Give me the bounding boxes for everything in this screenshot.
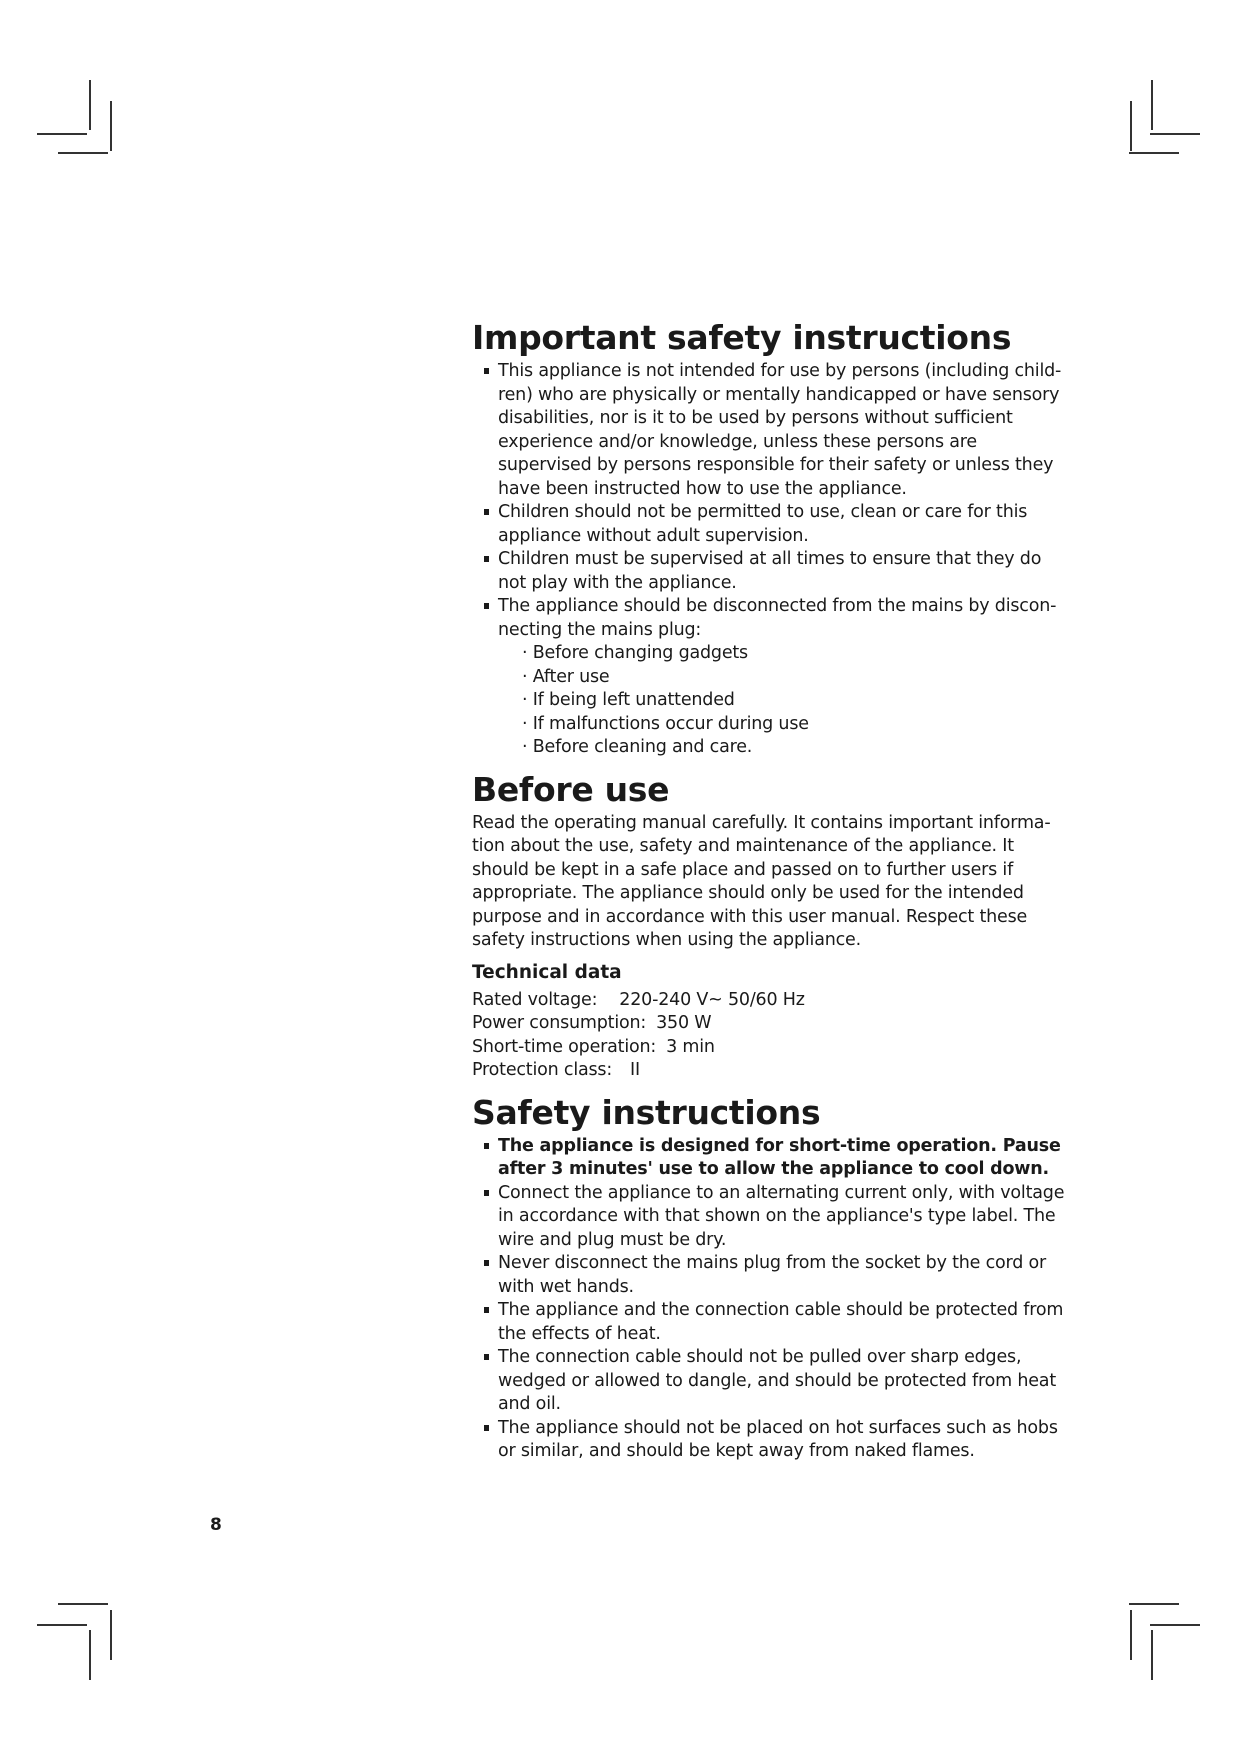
bullet-icon — [484, 368, 489, 374]
important-safety-list — [472, 360, 1072, 760]
crop-mark — [1150, 133, 1200, 135]
list-item: Never disconnect the mains plug from the socket by the cord or with wet hands. — [484, 1252, 1072, 1299]
crop-mark — [110, 101, 112, 151]
crop-mark — [1151, 1630, 1153, 1680]
crop-mark — [1130, 101, 1132, 151]
bullet-icon — [484, 1425, 489, 1431]
sub-list-item: · After use — [522, 666, 610, 687]
crop-mark — [1151, 80, 1153, 130]
spec-row-protection-class: Protection class: II — [472, 1060, 640, 1080]
bullet-icon — [484, 1143, 489, 1149]
list-item: Children must be supervised at all times to ensure that they do not play with the appliance. — [484, 548, 1072, 595]
crop-mark — [58, 1603, 108, 1605]
list-item: The connection cable should not be pulled over sharp edges, wedged or allowed to dangle, and should be protected from heat and oil. — [484, 1346, 1072, 1417]
crop-mark — [1150, 1624, 1200, 1626]
crop-mark — [110, 1610, 112, 1660]
crop-mark — [1129, 152, 1179, 154]
sub-list-item: · If being left unattended — [522, 690, 735, 710]
disconnect-conditions-list — [498, 642, 1072, 760]
spec-row-rated-voltage: Rated voltage: 220-240 V~ 50/60 Hz — [472, 989, 805, 1010]
crop-mark — [1130, 1610, 1132, 1660]
crop-mark — [37, 133, 87, 135]
bullet-icon — [484, 1354, 489, 1360]
list-item: Children should not be permitted to use, clean or care for this appliance without adult supervision. — [484, 501, 1072, 548]
technical-data-table — [472, 989, 1072, 1083]
list-item: This appliance is not intended for use by persons (including child-ren) who are physically or mentally handicapped or have sensory disabilities, nor is it to be used by persons without sufficient experience and/or knowledge, unless these persons are supervised by persons responsible for their safety or unless they have been instructed how to use the appliance. — [484, 360, 1072, 501]
bullet-icon — [484, 1190, 489, 1196]
spec-row-short-time-operation: Short-time operation: 3 min — [472, 1036, 715, 1057]
before-use-paragraph: Read the operating manual carefully. It contains important informa-tion about the use, safety and maintenance of the appliance. It should be kept in a safe place and passed on to further users if appropriate. The appliance should only be used for the intended purpose and in accordance with this user manual. Respect these safety instructions when using the appliance. — [472, 812, 1051, 950]
important-safety-title: Important safety instructions — [472, 318, 1012, 357]
safety-instructions-list — [472, 1135, 1072, 1464]
spec-row-power-consumption: Power consumption: 350 W — [472, 1013, 712, 1033]
list-item: Connect the appliance to an alternating current only, with voltage in accordance with that shown on the appliance's type label. The wire and plug must be dry. — [484, 1182, 1072, 1253]
bullet-icon — [484, 509, 489, 515]
crop-mark — [89, 1630, 91, 1680]
sub-list-item: · Before changing gadgets — [522, 643, 748, 663]
bullet-icon — [484, 556, 489, 562]
bullet-icon — [484, 1307, 489, 1313]
page-number: 8 — [210, 1515, 222, 1535]
crop-mark — [37, 1624, 87, 1626]
bullet-icon — [484, 1260, 489, 1266]
crop-mark — [58, 152, 108, 154]
list-item: The appliance should not be placed on hot surfaces such as hobs or similar, and should be kept away from naked flames. — [484, 1417, 1072, 1464]
list-item: The appliance is designed for short-time operation. Pause after 3 minutes' use to allow the appliance to cool down. — [484, 1135, 1072, 1182]
manual-content — [472, 318, 1072, 1464]
list-item: The appliance and the connection cable should be protected from the effects of heat. — [484, 1299, 1072, 1346]
sub-list-item: · If malfunctions occur during use — [522, 713, 809, 734]
before-use-title: Before use — [472, 769, 670, 809]
safety-instructions-title: Safety instructions — [472, 1092, 821, 1132]
crop-mark — [89, 80, 91, 130]
technical-data-title: Technical data — [472, 961, 622, 983]
list-item: The appliance should be disconnected from the mains by discon-necting the mains plug: · Before changing gadgets · After use · If being left unattended · If malfunctions occur during use · Before cleaning and care. — [484, 595, 1072, 760]
bullet-icon — [484, 603, 489, 609]
sub-list-item: · Before cleaning and care. — [522, 737, 753, 757]
crop-mark — [1129, 1603, 1179, 1605]
